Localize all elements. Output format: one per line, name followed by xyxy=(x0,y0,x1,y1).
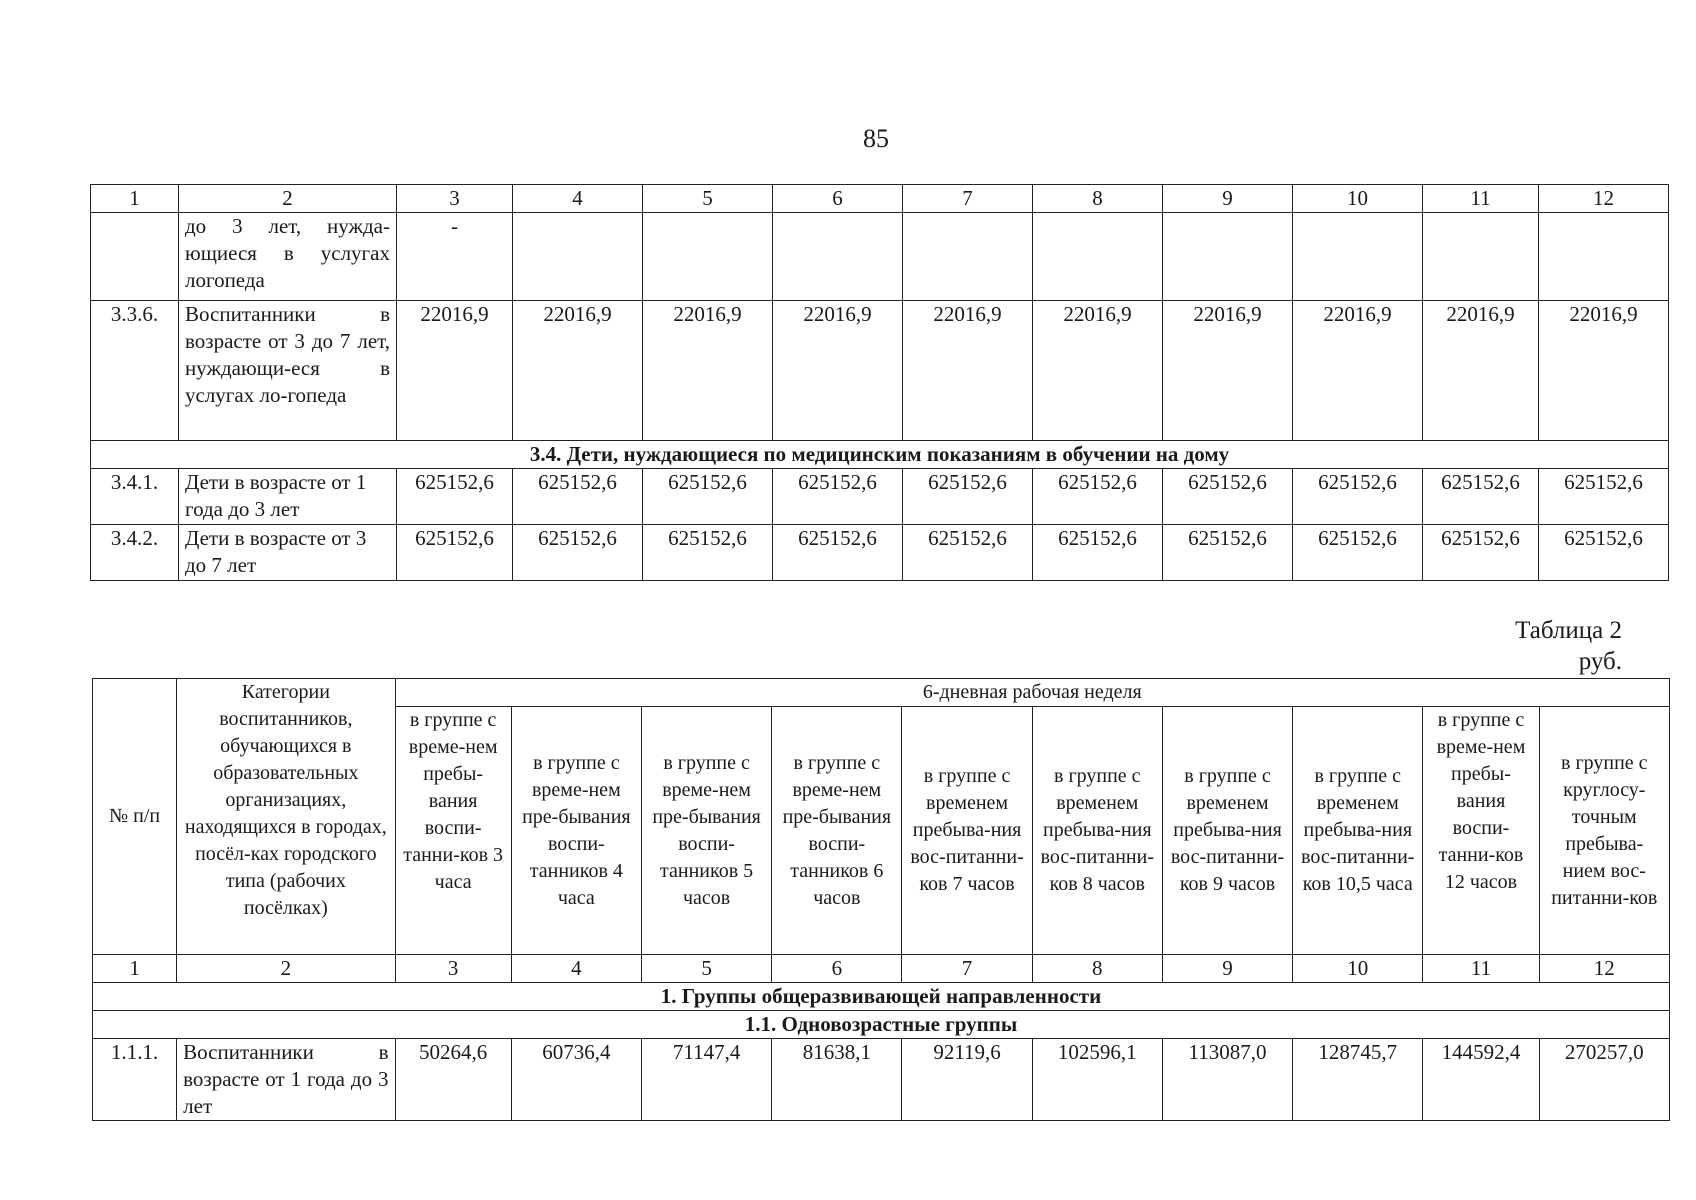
column-number: 3 xyxy=(395,955,511,983)
column-number: 6 xyxy=(773,185,903,213)
cell-value: 22016,9 xyxy=(1163,301,1293,441)
cell-value: 22016,9 xyxy=(903,301,1033,441)
subsection-heading: 1.1. Одновозрастные группы xyxy=(93,1011,1670,1039)
column-number: 2 xyxy=(177,955,395,983)
cell-value: 625152,6 xyxy=(1293,469,1423,525)
cell-value: 22016,9 xyxy=(643,301,773,441)
header-group-8h: в группе с временем пребыва-ния вос-питанни-ков 8 часов xyxy=(1032,707,1162,955)
column-number: 5 xyxy=(641,955,771,983)
column-number: 10 xyxy=(1293,185,1423,213)
cell-value: 92119,6 xyxy=(902,1039,1032,1121)
table-row xyxy=(93,1039,1670,1121)
column-number: 12 xyxy=(1539,955,1669,983)
cell-value: 22016,9 xyxy=(397,301,513,441)
table-row xyxy=(91,301,1669,441)
cell-value: 625152,6 xyxy=(397,469,513,525)
cell-value: 625152,6 xyxy=(1293,525,1423,581)
subsection-heading-row xyxy=(93,1011,1670,1039)
row-label: Воспитанники в возрасте от 3 до 7 лет, нуждающи-еся в услугах ло-гопеда xyxy=(179,301,397,441)
cell-value: 625152,6 xyxy=(773,469,903,525)
cell-value: 22016,9 xyxy=(1423,301,1539,441)
row-number: 3.3.6. xyxy=(91,301,179,441)
header-group-3h: в группе с време-нем пребы-вания воспи-танни-ков 3 часа xyxy=(395,707,511,955)
header-group-7h: в группе с временем пребыва-ния вос-питанни-ков 7 часов xyxy=(902,707,1032,955)
cell-value: 625152,6 xyxy=(1423,525,1539,581)
section-heading: 3.4. Дети, нуждающиеся по медицинским показаниям в обучении на дому xyxy=(91,441,1669,469)
row-number: 3.4.2. xyxy=(91,525,179,581)
column-number: 12 xyxy=(1539,185,1669,213)
cell-value: 102596,1 xyxy=(1032,1039,1162,1121)
header-group-12h: в группе с време-нем пребы-вания воспи-танни-ков 12 часов xyxy=(1423,707,1539,955)
row-label: Дети в возрасте от 1 года до 3 лет xyxy=(179,469,397,525)
cell-value: 625152,6 xyxy=(397,525,513,581)
cell-value: 81638,1 xyxy=(772,1039,902,1121)
cell-value: 50264,6 xyxy=(395,1039,511,1121)
section-heading: 1. Группы общеразвивающей направленности xyxy=(93,983,1670,1011)
cell-value: 144592,4 xyxy=(1423,1039,1539,1121)
cell-value: 625152,6 xyxy=(643,469,773,525)
cell-value: 22016,9 xyxy=(1033,301,1163,441)
cell-value: 625152,6 xyxy=(1033,525,1163,581)
cell-value: 22016,9 xyxy=(513,301,643,441)
tariff-table-2 xyxy=(92,678,1670,1121)
cell-value: 625152,6 xyxy=(1163,469,1293,525)
cell-value: 625152,6 xyxy=(773,525,903,581)
cell-value: 625152,6 xyxy=(643,525,773,581)
header-group-6h: в группе с време-нем пре-бывания воспи-танников 6 часов xyxy=(772,707,902,955)
column-number: 8 xyxy=(1033,185,1163,213)
table-row xyxy=(91,213,1669,301)
table-caption-title: Таблица 2 xyxy=(1515,617,1622,644)
column-number: 2 xyxy=(179,185,397,213)
column-number-row xyxy=(93,955,1670,983)
header-number: № п/п xyxy=(93,679,177,955)
cell-value: 625152,6 xyxy=(513,469,643,525)
row-number: 1.1.1. xyxy=(93,1039,177,1121)
cell-value: 625152,6 xyxy=(1423,469,1539,525)
cell-value: 270257,0 xyxy=(1539,1039,1669,1121)
cell-value: 625152,6 xyxy=(513,525,643,581)
cell-value: 128745,7 xyxy=(1293,1039,1423,1121)
cell-value: 71147,4 xyxy=(641,1039,771,1121)
column-number: 9 xyxy=(1163,185,1293,213)
cell-value: 22016,9 xyxy=(1539,301,1669,441)
header-week-type: 6-дневная рабочая неделя xyxy=(395,679,1669,707)
page-number: 85 xyxy=(863,124,889,153)
column-number: 1 xyxy=(91,185,179,213)
column-number: 9 xyxy=(1162,955,1292,983)
cell-value: 60736,4 xyxy=(511,1039,641,1121)
column-number: 7 xyxy=(903,185,1033,213)
row-mark: - xyxy=(397,213,513,301)
cell-value: 22016,9 xyxy=(1293,301,1423,441)
cell-value: 625152,6 xyxy=(1539,525,1669,581)
header-group-9h: в группе с временем пребыва-ния вос-питанни-ков 9 часов xyxy=(1162,707,1292,955)
column-number: 6 xyxy=(772,955,902,983)
cell-value: 625152,6 xyxy=(1163,525,1293,581)
column-number: 8 xyxy=(1032,955,1162,983)
cell-value: 113087,0 xyxy=(1162,1039,1292,1121)
row-number: 3.4.1. xyxy=(91,469,179,525)
table-row xyxy=(91,469,1669,525)
column-number: 5 xyxy=(643,185,773,213)
header-group-24h: в группе с круглосу-точным пребыва-нием вос-питанни-ков xyxy=(1539,707,1669,955)
tariff-table-continued xyxy=(90,184,1669,581)
header-group-4h: в группе с време-нем пре-бывания воспи-танников 4 часа xyxy=(511,707,641,955)
header-row-group xyxy=(93,679,1670,707)
header-group-10-5h: в группе с временем пребыва-ния вос-питанни-ков 10,5 часа xyxy=(1293,707,1423,955)
row-label: Воспитанники в возрасте от 1 года до 3 лет xyxy=(177,1039,395,1121)
table-caption-unit: руб. xyxy=(1578,648,1622,675)
column-number: 4 xyxy=(511,955,641,983)
column-number: 11 xyxy=(1423,955,1539,983)
header-group-5h: в группе с време-нем пре-бывания воспи-танников 5 часов xyxy=(641,707,771,955)
column-number: 11 xyxy=(1423,185,1539,213)
table-row xyxy=(91,525,1669,581)
cell-value: 625152,6 xyxy=(1539,469,1669,525)
row-label: Дети в возрасте от 3 до 7 лет xyxy=(179,525,397,581)
cell-value: 625152,6 xyxy=(1033,469,1163,525)
section-heading-row xyxy=(93,983,1670,1011)
column-number: 10 xyxy=(1293,955,1423,983)
row-label: до 3 лет, нужда-ющиеся в услугах логопеда xyxy=(179,213,397,301)
column-number: 4 xyxy=(513,185,643,213)
column-number-row xyxy=(91,185,1669,213)
cell-value: 22016,9 xyxy=(773,301,903,441)
column-number: 3 xyxy=(397,185,513,213)
header-category: Категории воспитанников, обучающихся в образовательных организациях, находящихся в городах, посёл-ках городского типа (рабочих посёлках) xyxy=(177,679,395,955)
section-heading-row xyxy=(91,441,1669,469)
cell-value: 625152,6 xyxy=(903,525,1033,581)
cell-value: 625152,6 xyxy=(903,469,1033,525)
column-number: 1 xyxy=(93,955,177,983)
column-number: 7 xyxy=(902,955,1032,983)
